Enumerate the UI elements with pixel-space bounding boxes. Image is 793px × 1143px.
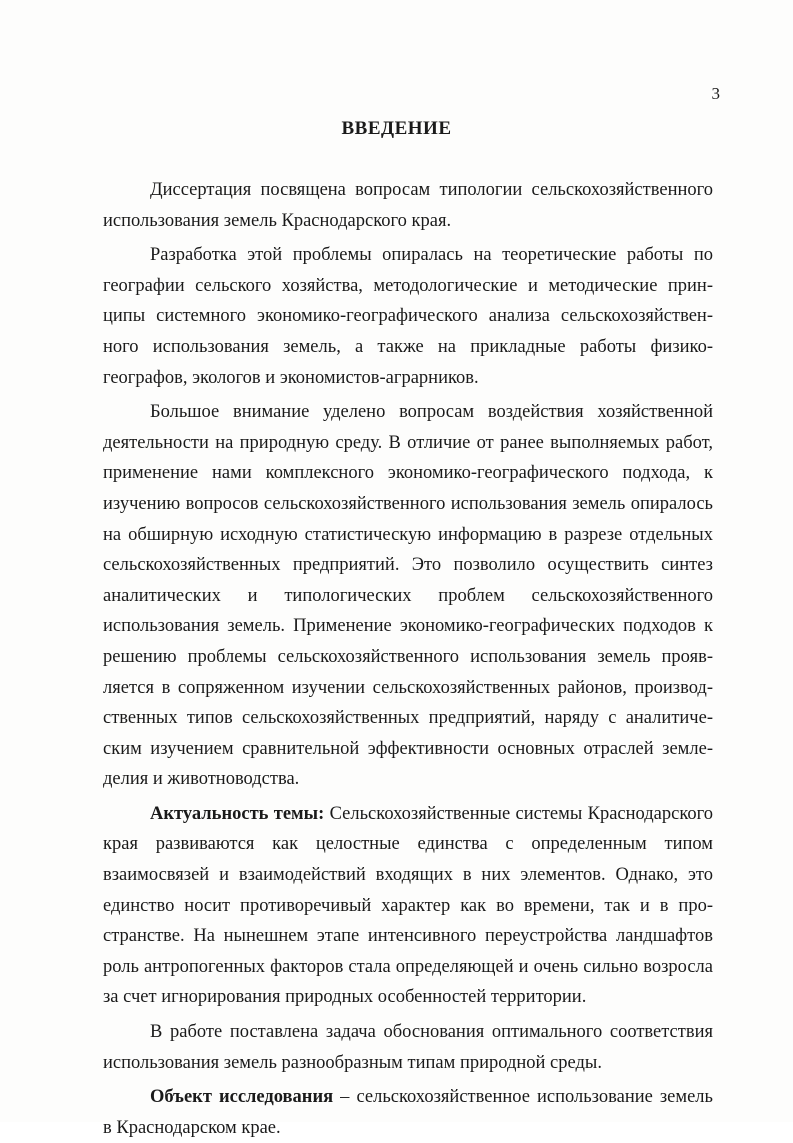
page-title: ВВЕДЕНИЕ (341, 118, 452, 139)
paragraph-approach (103, 397, 713, 795)
paragraph-text: Диссертация посвящена вопросам типологии сельскохозяйственного использования земель Краснодарского края. (103, 180, 713, 231)
paragraph-text: В работе поставлена задача обоснования оптимального соответствия использования земель разнообразным типам природной среды. (103, 1022, 713, 1073)
paragraph-text: Разработка этой проблемы опиралась на теоретические работы по географии сельского хозяйства, методологические и методические принципы системного экономико-географического анализа сельскохозяйственного использования земель, а также на прикладные работы физико-географов, экологов и экономистов-аграрников. (103, 245, 713, 388)
paragraph-text: Большое внимание уделено вопросам воздействия хозяйственной деятельности на природную среду. В отличие от ранее выполняемых работ, применение нами комплексного экономико-географического подхода, к изучению вопросов сельскохозяйственного использования земель опиралось на обширную исходную статистическую информацию в разрезе отдельных сельскохозяйственных предприятий. Это позволило осуществить синтез аналитических и типологических проблем сельскохозяйственного использования земель. Применение экономико-географических подходов к решению проблемы сельскохозяйственного использования земель проявляется в сопряженном изучении сельскохозяйственных районов, производственных типов сельскохозяйственных предприятий, наряду с аналитическим изучением сравнительной эффективности основных отраслей земледелия и животноводства. (103, 402, 713, 790)
page-number: 3 (711, 84, 720, 103)
object-label: Объект исследования (150, 1087, 334, 1108)
paragraph-methodology (103, 240, 713, 393)
body-text (103, 175, 713, 1143)
paragraph-task (103, 1017, 713, 1078)
relevance-label: Актуальность темы: (150, 803, 325, 824)
paragraph-relevance (103, 799, 713, 1013)
paragraph-text: Сельскохозяйственные системы Краснодарского края развиваются как целостные единства с определенным типом взаимосвязей и взаимодействий входящих в них элементов. Однако, это единство носит противоречивый характер как во времени, так и в пространстве. На нынешнем этапе интенсивного переустройства ландшафтов роль антропогенных факторов стала определяющей и очень сильно возросла за счет игнорирования природных особенностей территории. (103, 803, 713, 1008)
paragraph-intro (103, 175, 713, 236)
paragraph-object (103, 1082, 713, 1143)
paragraph-text: – сельскохозяйственное использование земель в Краснодарском крае. (103, 1087, 713, 1138)
